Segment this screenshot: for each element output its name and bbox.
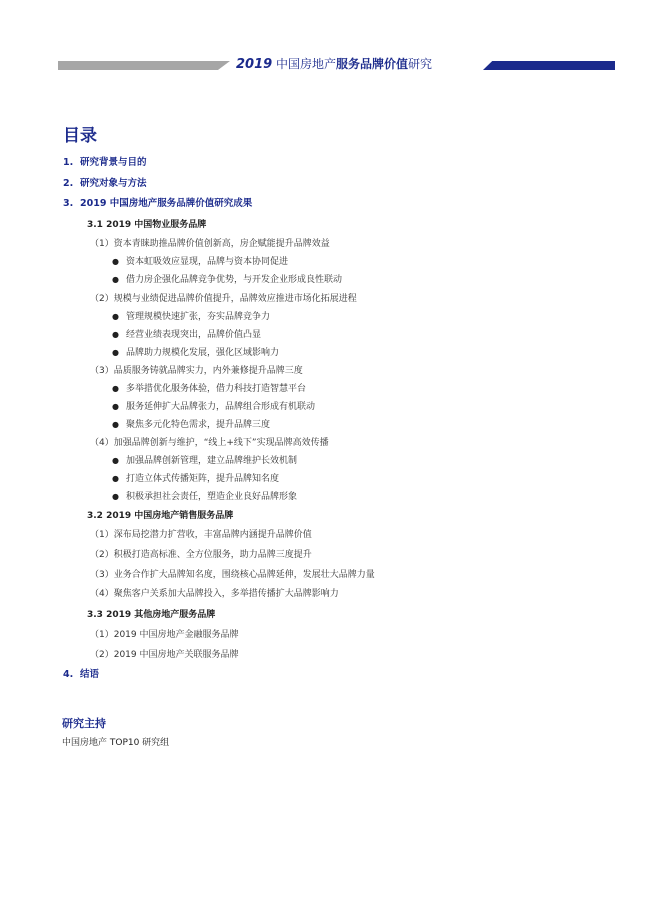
header-title-bold: 服务品牌价值: [336, 57, 409, 71]
bullet-icon: ●: [112, 312, 119, 321]
toc-bullet-label: 多举措优化服务体验，借力科技打造智慧平台: [126, 384, 307, 394]
bullet-icon: ●: [112, 420, 119, 429]
toc-bullet-item[interactable]: [112, 328, 261, 342]
header-title-part-2: 研究: [408, 57, 433, 71]
bullet-icon: ●: [112, 456, 119, 465]
toc-item-number: 2.: [63, 178, 74, 189]
header-title-part-1: 中国房地产: [272, 57, 337, 71]
toc-item-number: 4.: [63, 669, 74, 680]
toc-subitem-3-3-1[interactable]: （1）2019 中国房地产金融服务品牌: [90, 630, 239, 640]
toc-subitem-3-2-3[interactable]: （3）业务合作扩大品牌知名度，围绕核心品牌延伸，发展壮大品牌力量: [90, 570, 375, 580]
toc-section-3-1[interactable]: 3.1 2019 中国物业服务品牌: [87, 220, 207, 230]
toc-bullet-item[interactable]: [112, 382, 306, 396]
toc-bullet-item[interactable]: [112, 490, 297, 504]
toc-bullet-label: 服务延伸扩大品牌张力，品牌组合形成有机联动: [126, 402, 316, 412]
toc-bullet-label: 积极承担社会责任，塑造企业良好品牌形象: [126, 492, 298, 502]
toc-item-label: 结语: [80, 669, 100, 680]
toc-item-label: 研究对象与方法: [80, 178, 147, 189]
toc-bullet-label: 打造立体式传播矩阵，提升品牌知名度: [126, 474, 280, 484]
toc-subitem-3-1-3[interactable]: （3）品质服务铸就品牌实力，内外兼修提升品牌三度: [90, 366, 303, 376]
toc-bullet-item[interactable]: [112, 418, 270, 432]
toc-bullet-item[interactable]: [112, 346, 279, 360]
toc-item-2[interactable]: [63, 177, 147, 191]
toc-subitem-3-1-4[interactable]: （4）加强品牌创新与维护，“线上+线下”实现品牌高效传播: [90, 438, 329, 448]
toc-section-3-2[interactable]: 3.2 2019 中国房地产销售服务品牌: [87, 511, 234, 521]
toc-item-1[interactable]: [63, 156, 147, 170]
toc-bullet-label: 经营业绩表现突出，品牌价值凸显: [126, 330, 262, 340]
toc-item-3[interactable]: [63, 197, 252, 211]
bullet-icon: ●: [112, 384, 119, 393]
bullet-icon: ●: [112, 402, 119, 411]
header-bar-left: [58, 61, 230, 70]
toc-bullet-label: 品牌助力规模化发展，强化区域影响力: [126, 348, 280, 358]
toc-bullet-label: 资本虹吸效应显现，品牌与资本协同促进: [126, 257, 289, 267]
toc-title: 目录: [63, 126, 97, 146]
bullet-icon: ●: [112, 330, 119, 339]
toc-section-3-3[interactable]: 3.3 2019 其他房地产服务品牌: [87, 610, 216, 620]
toc-subitem-3-1-1[interactable]: （1）资本青睐助推品牌价值创新高，房企赋能提升品牌效益: [90, 239, 330, 249]
toc-bullet-label: 聚焦多元化特色需求，提升品牌三度: [126, 420, 271, 430]
toc-subitem-3-2-4[interactable]: （4）聚焦客户关系加大品牌投入，多举措传播扩大品牌影响力: [90, 589, 339, 599]
toc-item-label: 2019 中国房地产服务品牌价值研究成果: [80, 198, 253, 209]
toc-subitem-3-3-2[interactable]: （2）2019 中国房地产关联服务品牌: [90, 650, 239, 660]
host-body: 中国房地产 TOP10 研究组: [62, 738, 170, 748]
bullet-icon: ●: [112, 348, 119, 357]
header-bar-right: [483, 61, 615, 70]
toc-subitem-3-1-2[interactable]: （2）规模与业绩促进品牌价值提升，品牌效应推进市场化拓展进程: [90, 294, 357, 304]
toc-subitem-3-2-2[interactable]: （2）积极打造高标准、全方位服务，助力品牌三度提升: [90, 550, 312, 560]
toc-bullet-item[interactable]: [112, 400, 315, 414]
toc-item-label: 研究背景与目的: [80, 157, 147, 168]
bullet-icon: ●: [112, 275, 119, 284]
bullet-icon: ●: [112, 474, 119, 483]
toc-bullet-label: 加强品牌创新管理，建立品牌维护长效机制: [126, 456, 298, 466]
bullet-icon: ●: [112, 492, 119, 501]
header-year: 2019: [236, 57, 273, 72]
header-title: [236, 54, 476, 74]
bullet-icon: ●: [112, 257, 119, 266]
toc-item-4[interactable]: [63, 668, 99, 682]
toc-bullet-item[interactable]: [112, 255, 288, 269]
toc-bullet-item[interactable]: [112, 273, 342, 287]
toc-bullet-label: 借力房企强化品牌竞争优势，与开发企业形成良性联动: [126, 275, 343, 285]
toc-bullet-item[interactable]: [112, 454, 297, 468]
toc-subitem-3-2-1[interactable]: （1）深布局挖潜力扩营收，丰富品牌内涵提升品牌价值: [90, 530, 312, 540]
host-title: 研究主持: [62, 717, 106, 730]
toc-item-number: 3.: [63, 198, 74, 209]
toc-bullet-label: 管理规模快速扩张，夯实品牌竞争力: [126, 312, 271, 322]
toc-item-number: 1.: [63, 157, 74, 168]
toc-bullet-item[interactable]: [112, 472, 279, 486]
toc-bullet-item[interactable]: [112, 310, 270, 324]
